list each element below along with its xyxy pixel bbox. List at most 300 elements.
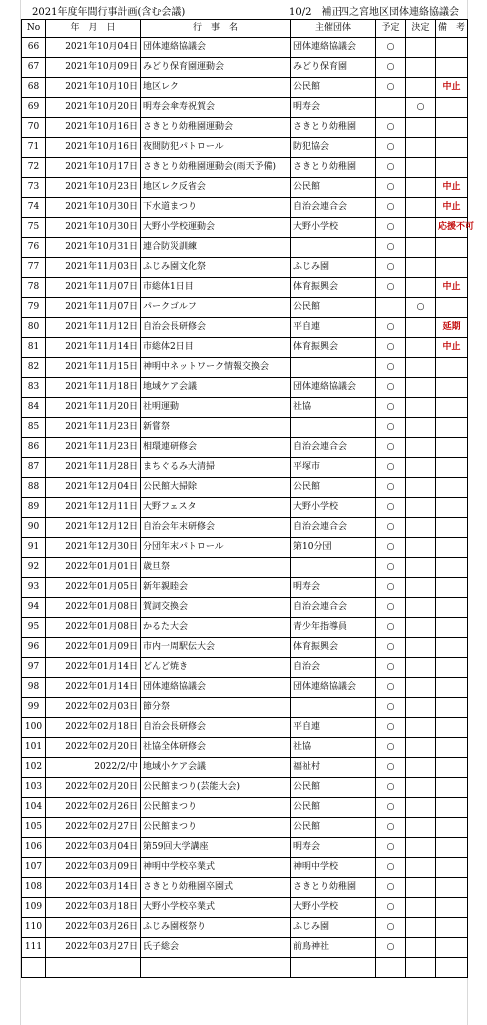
row-date: 2021年10月16日 bbox=[46, 118, 141, 138]
row-date: 2021年12月12日 bbox=[46, 518, 141, 538]
table-row bbox=[22, 238, 468, 258]
row-notes: 中止 bbox=[436, 338, 468, 358]
row-event-name: ふじみ園文化祭 bbox=[141, 258, 291, 278]
table-row bbox=[22, 78, 468, 98]
row-notes bbox=[436, 358, 468, 378]
row-number: 84 bbox=[22, 398, 46, 418]
row-decided-mark bbox=[406, 338, 436, 358]
row-decided-mark bbox=[406, 478, 436, 498]
table-row bbox=[22, 458, 468, 478]
row-planned-mark: ○ bbox=[376, 198, 406, 218]
table-row bbox=[22, 818, 468, 838]
row-number: 74 bbox=[22, 198, 46, 218]
row-decided-mark bbox=[406, 878, 436, 898]
column-header-event: 行 事 名 bbox=[141, 20, 291, 38]
row-event-name: 自治会長研修会 bbox=[141, 718, 291, 738]
table-row bbox=[22, 98, 468, 118]
row-host: さきとり幼稚園 bbox=[291, 118, 376, 138]
row-planned-mark bbox=[376, 98, 406, 118]
header-row bbox=[22, 20, 468, 38]
row-planned-mark: ○ bbox=[376, 238, 406, 258]
row-host: 体育振興会 bbox=[291, 638, 376, 658]
row-date: 2021年11月23日 bbox=[46, 438, 141, 458]
row-notes bbox=[436, 818, 468, 838]
table-row bbox=[22, 698, 468, 718]
row-decided-mark bbox=[406, 518, 436, 538]
table-row bbox=[22, 58, 468, 78]
table-row bbox=[22, 798, 468, 818]
row-host: 平塚市 bbox=[291, 458, 376, 478]
table-row bbox=[22, 938, 468, 958]
row-date: 2022年02月20日 bbox=[46, 738, 141, 758]
row-decided-mark bbox=[406, 238, 436, 258]
table-row bbox=[22, 778, 468, 798]
row-host: 公民館 bbox=[291, 78, 376, 98]
row-date: 2022年02月03日 bbox=[46, 698, 141, 718]
row-planned-mark: ○ bbox=[376, 758, 406, 778]
row-date: 2021年10月17日 bbox=[46, 158, 141, 178]
row-number: 100 bbox=[22, 718, 46, 738]
row-date: 2022年02月20日 bbox=[46, 778, 141, 798]
row-date: 2021年11月28日 bbox=[46, 458, 141, 478]
row-date: 2021年11月03日 bbox=[46, 258, 141, 278]
row-host: 団体連絡協議会 bbox=[291, 378, 376, 398]
row-number: 110 bbox=[22, 918, 46, 938]
row-decided-mark bbox=[406, 458, 436, 478]
row-planned-mark: ○ bbox=[376, 478, 406, 498]
row-event-name: 賀詞交換会 bbox=[141, 598, 291, 618]
row-decided-mark bbox=[406, 638, 436, 658]
row-number: 87 bbox=[22, 458, 46, 478]
row-notes bbox=[436, 98, 468, 118]
row-event-name: 神明中学校卒業式 bbox=[141, 858, 291, 878]
row-decided-mark bbox=[406, 418, 436, 438]
row-date: 2021年11月23日 bbox=[46, 418, 141, 438]
row-planned-mark: ○ bbox=[376, 118, 406, 138]
row-host bbox=[291, 558, 376, 578]
row-date: 2021年10月10日 bbox=[46, 78, 141, 98]
table-row bbox=[22, 298, 468, 318]
row-date: 2022年03月09日 bbox=[46, 858, 141, 878]
row-decided-mark bbox=[406, 818, 436, 838]
row-event-name: 連合防災訓練 bbox=[141, 238, 291, 258]
row-decided-mark bbox=[406, 78, 436, 98]
row-number: 86 bbox=[22, 438, 46, 458]
row-decided-mark bbox=[406, 558, 436, 578]
row-number: 66 bbox=[22, 38, 46, 58]
row-host: みどり保育園 bbox=[291, 58, 376, 78]
row-number: 81 bbox=[22, 338, 46, 358]
row-decided-mark bbox=[406, 198, 436, 218]
row-number: 76 bbox=[22, 238, 46, 258]
row-notes bbox=[436, 538, 468, 558]
row-planned-mark: ○ bbox=[376, 378, 406, 398]
table-row bbox=[22, 498, 468, 518]
table-row bbox=[22, 118, 468, 138]
row-date: 2021年10月16日 bbox=[46, 138, 141, 158]
table-row bbox=[22, 758, 468, 778]
row-event-name: 明寿会傘寿祝賀会 bbox=[141, 98, 291, 118]
row-decided-mark bbox=[406, 158, 436, 178]
row-notes bbox=[436, 418, 468, 438]
row-event-name: さきとり幼稚園運動会 bbox=[141, 118, 291, 138]
row-host: 青少年指導員 bbox=[291, 618, 376, 638]
empty-cell bbox=[406, 958, 436, 978]
row-host bbox=[291, 358, 376, 378]
row-notes bbox=[436, 898, 468, 918]
row-decided-mark bbox=[406, 358, 436, 378]
title-row bbox=[0, 0, 487, 19]
row-event-name: 新年親睦会 bbox=[141, 578, 291, 598]
row-host: 平自連 bbox=[291, 318, 376, 338]
row-notes bbox=[436, 718, 468, 738]
row-host: 第10分団 bbox=[291, 538, 376, 558]
row-planned-mark: ○ bbox=[376, 618, 406, 638]
row-host: さきとり幼稚園 bbox=[291, 878, 376, 898]
row-number: 96 bbox=[22, 638, 46, 658]
row-notes bbox=[436, 578, 468, 598]
row-notes: 延期 bbox=[436, 318, 468, 338]
row-planned-mark: ○ bbox=[376, 138, 406, 158]
row-planned-mark: ○ bbox=[376, 898, 406, 918]
row-planned-mark: ○ bbox=[376, 38, 406, 58]
row-number: 94 bbox=[22, 598, 46, 618]
row-date: 2021年10月30日 bbox=[46, 198, 141, 218]
organization-name: 四之宮地区団体連絡協議会 bbox=[339, 7, 459, 18]
row-planned-mark: ○ bbox=[376, 458, 406, 478]
row-event-name: 社協全体研修会 bbox=[141, 738, 291, 758]
row-planned-mark: ○ bbox=[376, 78, 406, 98]
row-decided-mark bbox=[406, 178, 436, 198]
row-number: 71 bbox=[22, 138, 46, 158]
row-host bbox=[291, 698, 376, 718]
row-number: 92 bbox=[22, 558, 46, 578]
row-number: 106 bbox=[22, 838, 46, 858]
row-notes bbox=[436, 458, 468, 478]
row-notes: 中止 bbox=[436, 78, 468, 98]
row-number: 82 bbox=[22, 358, 46, 378]
row-planned-mark: ○ bbox=[376, 538, 406, 558]
row-decided-mark bbox=[406, 58, 436, 78]
row-planned-mark: ○ bbox=[376, 418, 406, 438]
table-row bbox=[22, 278, 468, 298]
row-decided-mark bbox=[406, 118, 436, 138]
row-event-name: 公民館まつり(芸能大会) bbox=[141, 778, 291, 798]
row-host: 前鳥神社 bbox=[291, 938, 376, 958]
row-decided-mark: ○ bbox=[406, 298, 436, 318]
row-notes bbox=[436, 38, 468, 58]
row-host: 福祉村 bbox=[291, 758, 376, 778]
row-number: 99 bbox=[22, 698, 46, 718]
row-planned-mark: ○ bbox=[376, 58, 406, 78]
row-event-name: ふじみ園桜祭り bbox=[141, 918, 291, 938]
empty-cell bbox=[141, 958, 291, 978]
table-row bbox=[22, 858, 468, 878]
row-number: 102 bbox=[22, 758, 46, 778]
row-host: ふじみ園 bbox=[291, 918, 376, 938]
row-decided-mark bbox=[406, 38, 436, 58]
table-row bbox=[22, 138, 468, 158]
row-planned-mark: ○ bbox=[376, 518, 406, 538]
row-decided-mark bbox=[406, 318, 436, 338]
row-host bbox=[291, 418, 376, 438]
row-decided-mark bbox=[406, 778, 436, 798]
row-planned-mark: ○ bbox=[376, 918, 406, 938]
row-number: 103 bbox=[22, 778, 46, 798]
row-date: 2022年02月26日 bbox=[46, 798, 141, 818]
row-number: 97 bbox=[22, 658, 46, 678]
row-decided-mark bbox=[406, 718, 436, 738]
table-row bbox=[22, 898, 468, 918]
row-host: 自治会連合会 bbox=[291, 518, 376, 538]
row-number: 68 bbox=[22, 78, 46, 98]
table-row bbox=[22, 398, 468, 418]
table-row bbox=[22, 478, 468, 498]
row-number: 77 bbox=[22, 258, 46, 278]
row-host: 体育振興会 bbox=[291, 278, 376, 298]
row-date: 2022年03月14日 bbox=[46, 878, 141, 898]
row-number: 73 bbox=[22, 178, 46, 198]
row-planned-mark: ○ bbox=[376, 258, 406, 278]
row-event-name: 相環連研修会 bbox=[141, 438, 291, 458]
row-event-name: 自治会長研修会 bbox=[141, 318, 291, 338]
row-notes bbox=[436, 878, 468, 898]
row-host: 明寿会 bbox=[291, 578, 376, 598]
row-notes bbox=[436, 798, 468, 818]
empty-cell bbox=[436, 958, 468, 978]
row-decided-mark bbox=[406, 798, 436, 818]
row-number: 90 bbox=[22, 518, 46, 538]
row-event-name: 夜間防犯パトロール bbox=[141, 138, 291, 158]
row-planned-mark: ○ bbox=[376, 398, 406, 418]
row-planned-mark: ○ bbox=[376, 718, 406, 738]
row-decided-mark bbox=[406, 898, 436, 918]
row-host: 大野小学校 bbox=[291, 898, 376, 918]
row-number: 98 bbox=[22, 678, 46, 698]
row-number: 70 bbox=[22, 118, 46, 138]
table-row bbox=[22, 38, 468, 58]
table-row bbox=[22, 538, 468, 558]
row-notes bbox=[436, 738, 468, 758]
empty-cell bbox=[291, 958, 376, 978]
row-host: 公民館 bbox=[291, 478, 376, 498]
row-date: 2022年01月01日 bbox=[46, 558, 141, 578]
row-host: 公民館 bbox=[291, 798, 376, 818]
row-number: 109 bbox=[22, 898, 46, 918]
row-decided-mark bbox=[406, 258, 436, 278]
row-host: 大野小学校 bbox=[291, 218, 376, 238]
row-host: 自治会連合会 bbox=[291, 598, 376, 618]
row-event-name: 市内一周駅伝大会 bbox=[141, 638, 291, 658]
row-planned-mark: ○ bbox=[376, 658, 406, 678]
row-decided-mark bbox=[406, 738, 436, 758]
row-event-name: 地域ケア会議 bbox=[141, 378, 291, 398]
table-row bbox=[22, 358, 468, 378]
row-planned-mark: ○ bbox=[376, 318, 406, 338]
row-number: 88 bbox=[22, 478, 46, 498]
table-row bbox=[22, 218, 468, 238]
empty-cell bbox=[22, 958, 46, 978]
row-decided-mark bbox=[406, 578, 436, 598]
row-event-name: 社明運動 bbox=[141, 398, 291, 418]
row-event-name: 節分祭 bbox=[141, 698, 291, 718]
row-date: 2021年11月14日 bbox=[46, 338, 141, 358]
row-date: 2022年02月27日 bbox=[46, 818, 141, 838]
row-number: 85 bbox=[22, 418, 46, 438]
row-planned-mark: ○ bbox=[376, 578, 406, 598]
row-host: 公民館 bbox=[291, 778, 376, 798]
table-row bbox=[22, 318, 468, 338]
row-number: 80 bbox=[22, 318, 46, 338]
row-number: 107 bbox=[22, 858, 46, 878]
column-header-planned: 予定 bbox=[376, 20, 406, 38]
row-notes bbox=[436, 838, 468, 858]
row-notes bbox=[436, 778, 468, 798]
table-row bbox=[22, 718, 468, 738]
row-host: さきとり幼稚園 bbox=[291, 158, 376, 178]
row-event-name: 神明中ネットワーク情報交換会 bbox=[141, 358, 291, 378]
row-host: 団体連絡協議会 bbox=[291, 678, 376, 698]
row-notes bbox=[436, 298, 468, 318]
table-body bbox=[22, 38, 475, 978]
row-host: 自治会連合会 bbox=[291, 438, 376, 458]
row-notes bbox=[436, 758, 468, 778]
row-planned-mark: ○ bbox=[376, 818, 406, 838]
row-notes bbox=[436, 158, 468, 178]
row-date: 2021年10月30日 bbox=[46, 218, 141, 238]
row-decided-mark bbox=[406, 658, 436, 678]
table-row bbox=[22, 578, 468, 598]
row-decided-mark bbox=[406, 218, 436, 238]
row-notes bbox=[436, 238, 468, 258]
row-planned-mark: ○ bbox=[376, 498, 406, 518]
row-event-name: 歳旦祭 bbox=[141, 558, 291, 578]
row-notes bbox=[436, 598, 468, 618]
row-event-name: 自治会年末研修会 bbox=[141, 518, 291, 538]
column-header-decided: 決定 bbox=[406, 20, 436, 38]
row-event-name: 新嘗祭 bbox=[141, 418, 291, 438]
row-planned-mark: ○ bbox=[376, 358, 406, 378]
table-row bbox=[22, 338, 468, 358]
row-host: 大野小学校 bbox=[291, 498, 376, 518]
row-event-name: 地域小ケア会議 bbox=[141, 758, 291, 778]
row-notes bbox=[436, 918, 468, 938]
row-date: 2021年11月12日 bbox=[46, 318, 141, 338]
row-number: 101 bbox=[22, 738, 46, 758]
row-number: 83 bbox=[22, 378, 46, 398]
row-date: 2022年03月26日 bbox=[46, 918, 141, 938]
row-notes bbox=[436, 478, 468, 498]
row-date: 2021年10月20日 bbox=[46, 98, 141, 118]
row-host: 明寿会 bbox=[291, 838, 376, 858]
row-date: 2022/2/中 bbox=[46, 758, 141, 778]
row-event-name: 公民館まつり bbox=[141, 818, 291, 838]
row-decided-mark: ○ bbox=[406, 98, 436, 118]
row-host: 体育振興会 bbox=[291, 338, 376, 358]
table-row bbox=[22, 618, 468, 638]
row-event-name: パークゴルフ bbox=[141, 298, 291, 318]
row-host bbox=[291, 238, 376, 258]
row-planned-mark: ○ bbox=[376, 278, 406, 298]
row-host: 社協 bbox=[291, 398, 376, 418]
row-decided-mark bbox=[406, 378, 436, 398]
row-notes bbox=[436, 658, 468, 678]
row-host: 公民館 bbox=[291, 178, 376, 198]
row-planned-mark: ○ bbox=[376, 598, 406, 618]
row-notes bbox=[436, 858, 468, 878]
row-decided-mark bbox=[406, 678, 436, 698]
row-date: 2022年01月08日 bbox=[46, 618, 141, 638]
row-event-name: 大野フェスタ bbox=[141, 498, 291, 518]
table-row bbox=[22, 638, 468, 658]
row-planned-mark: ○ bbox=[376, 838, 406, 858]
row-event-name: 大野小学校卒業式 bbox=[141, 898, 291, 918]
row-notes bbox=[436, 638, 468, 658]
row-number: 93 bbox=[22, 578, 46, 598]
row-event-name: さきとり幼稚園卒園式 bbox=[141, 878, 291, 898]
empty-cell bbox=[46, 958, 141, 978]
table-row bbox=[22, 558, 468, 578]
row-planned-mark: ○ bbox=[376, 638, 406, 658]
row-decided-mark bbox=[406, 618, 436, 638]
row-host: 明寿会 bbox=[291, 98, 376, 118]
row-notes bbox=[436, 678, 468, 698]
row-notes bbox=[436, 438, 468, 458]
table-row bbox=[22, 738, 468, 758]
page-title: 2021年度年間行事計画(含む会議) bbox=[32, 7, 186, 18]
row-host: 自治会連合会 bbox=[291, 198, 376, 218]
row-host: 公民館 bbox=[291, 818, 376, 838]
column-header-no: No bbox=[22, 20, 46, 38]
row-event-name: かるた大会 bbox=[141, 618, 291, 638]
row-date: 2022年02月18日 bbox=[46, 718, 141, 738]
row-date: 2022年01月09日 bbox=[46, 638, 141, 658]
row-host: 団体連絡協議会 bbox=[291, 38, 376, 58]
row-decided-mark bbox=[406, 938, 436, 958]
row-date: 2022年03月04日 bbox=[46, 838, 141, 858]
row-number: 89 bbox=[22, 498, 46, 518]
row-decided-mark bbox=[406, 858, 436, 878]
row-date: 2021年10月23日 bbox=[46, 178, 141, 198]
row-date: 2021年12月11日 bbox=[46, 498, 141, 518]
row-host: 神明中学校 bbox=[291, 858, 376, 878]
row-date: 2021年11月18日 bbox=[46, 378, 141, 398]
row-notes bbox=[436, 938, 468, 958]
row-planned-mark bbox=[376, 298, 406, 318]
row-number: 108 bbox=[22, 878, 46, 898]
table-row bbox=[22, 838, 468, 858]
row-number: 111 bbox=[22, 938, 46, 958]
column-header-host: 主催団体 bbox=[291, 20, 376, 38]
table-row bbox=[22, 878, 468, 898]
row-planned-mark: ○ bbox=[376, 218, 406, 238]
row-decided-mark bbox=[406, 138, 436, 158]
row-notes bbox=[436, 138, 468, 158]
row-date: 2022年01月14日 bbox=[46, 678, 141, 698]
table-row bbox=[22, 518, 468, 538]
row-event-name: 団体連絡協議会 bbox=[141, 678, 291, 698]
row-number: 95 bbox=[22, 618, 46, 638]
row-date: 2021年11月07日 bbox=[46, 298, 141, 318]
row-event-name: 市総体2日目 bbox=[141, 338, 291, 358]
row-decided-mark bbox=[406, 498, 436, 518]
row-notes bbox=[436, 558, 468, 578]
row-planned-mark: ○ bbox=[376, 158, 406, 178]
row-event-name: さきとり幼稚園運動会(雨天予備) bbox=[141, 158, 291, 178]
table-row bbox=[22, 158, 468, 178]
row-date: 2021年12月04日 bbox=[46, 478, 141, 498]
row-planned-mark: ○ bbox=[376, 738, 406, 758]
